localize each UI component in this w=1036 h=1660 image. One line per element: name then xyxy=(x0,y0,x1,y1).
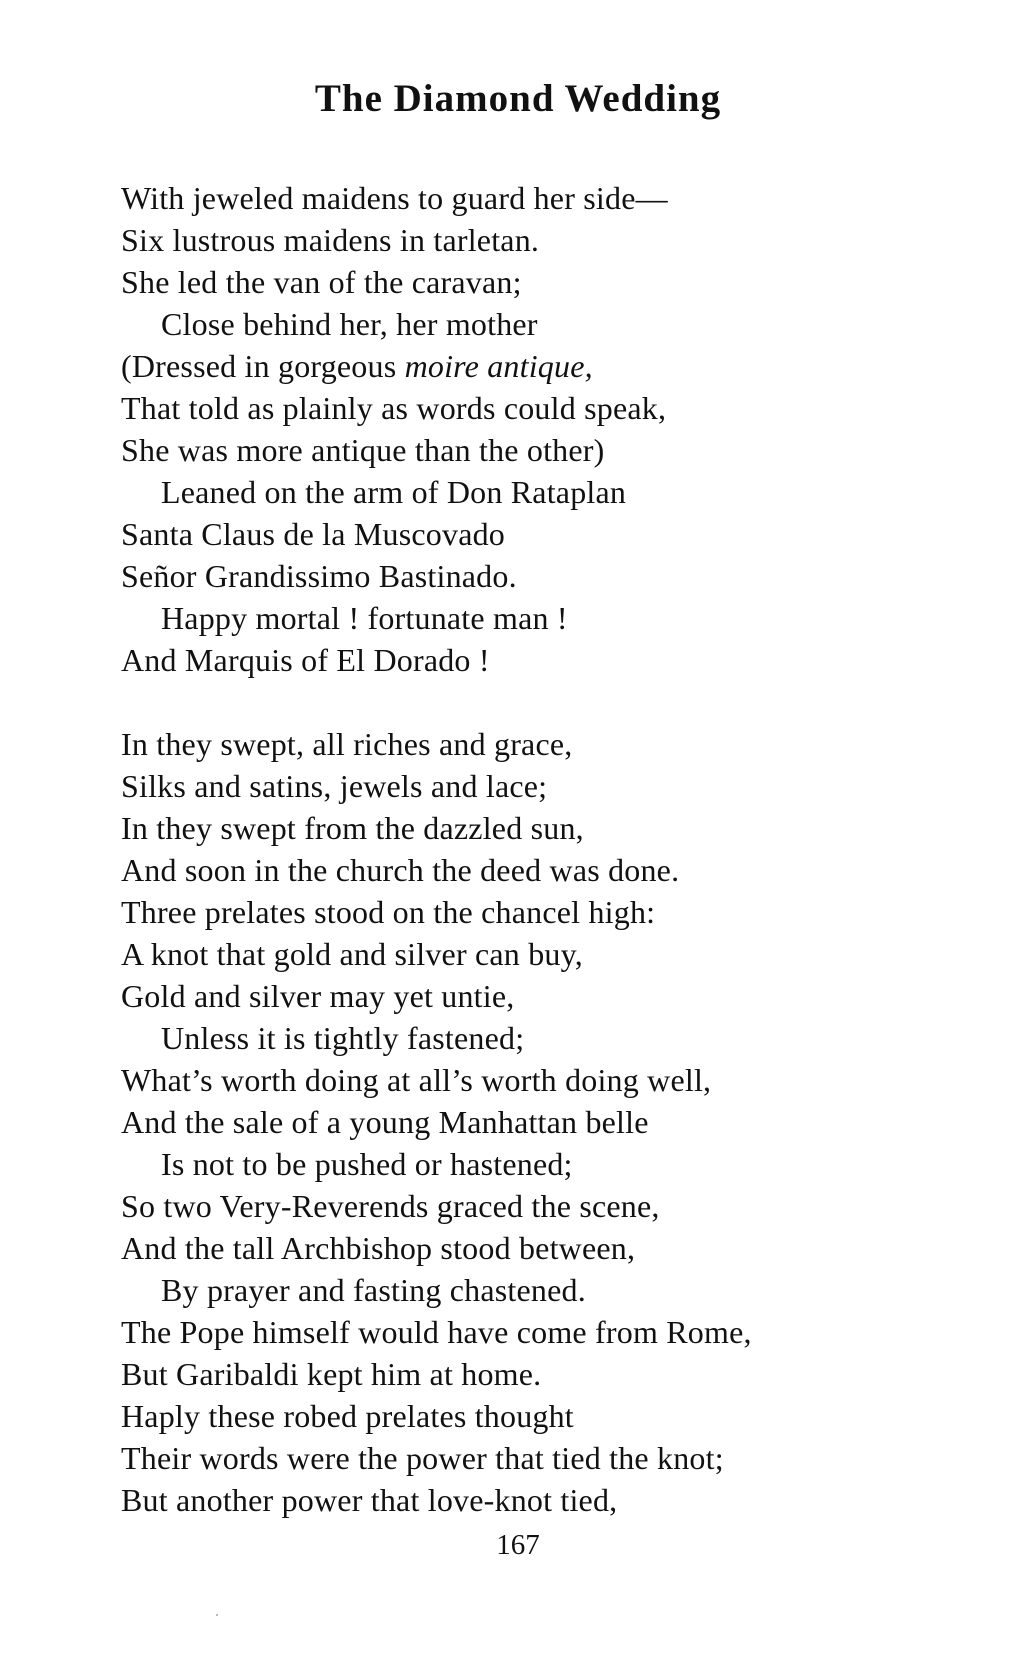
poem-line: Haply these robed prelates thought xyxy=(121,1398,574,1434)
poem-line: Gold and silver may yet untie, xyxy=(121,978,515,1014)
poem-line-indented: Is not to be pushed or hastened; xyxy=(161,1146,573,1182)
poem-line: But Garibaldi kept him at home. xyxy=(121,1356,542,1392)
poem-line-indented: Happy mortal ! fortunate man ! xyxy=(161,600,568,636)
poem-line: The Pope himself would have come from Rome, xyxy=(121,1314,752,1350)
poem-line: Six lustrous maidens in tarletan. xyxy=(121,222,540,258)
poem-line: And the sale of a young Manhattan belle xyxy=(121,1104,649,1140)
poem-line-indented: Close behind her, her mother xyxy=(161,306,538,342)
poem-line: She was more antique than the other) xyxy=(121,432,605,468)
poem-line-indented: Unless it is tightly fastened; xyxy=(161,1020,525,1056)
poem-line-roman: (Dressed in gorgeous xyxy=(121,348,405,384)
poem-line: But another power that love-knot tied, xyxy=(121,1482,618,1518)
page-title: The Diamond Wedding xyxy=(314,77,722,120)
poem-line: She led the van of the caravan; xyxy=(121,264,522,300)
stanza-2 xyxy=(121,723,1001,1521)
poem-line-indented: Leaned on the arm of Don Rataplan xyxy=(161,474,627,510)
poem-line: And soon in the church the deed was done. xyxy=(121,852,680,888)
poem-line: That told as plainly as words could speak, xyxy=(121,390,667,426)
stanza-1 xyxy=(121,177,1001,681)
paper-speck xyxy=(216,1614,218,1616)
poem-line: Their words were the power that tied the knot; xyxy=(121,1440,724,1476)
poem-line: With jeweled maidens to guard her side— xyxy=(121,180,668,216)
poem-line: And Marquis of El Dorado ! xyxy=(121,642,490,678)
poem-line-italic: moire antique, xyxy=(404,348,593,384)
poem-line: And the tall Archbishop stood between, xyxy=(121,1230,636,1266)
poem-line: Silks and satins, jewels and lace; xyxy=(121,768,548,804)
page-number: 167 xyxy=(496,1529,540,1561)
poem-line xyxy=(121,345,1001,387)
poem-line: So two Very-Reverends graced the scene, xyxy=(121,1188,660,1224)
poem-line: A knot that gold and silver can buy, xyxy=(121,936,583,972)
poem-line: Three prelates stood on the chancel high: xyxy=(121,894,656,930)
poem-line-indented: By prayer and fasting chastened. xyxy=(161,1272,586,1308)
poem-body xyxy=(121,177,1001,1521)
poem-line: In they swept from the dazzled sun, xyxy=(121,810,584,846)
poem-line: What’s worth doing at all’s worth doing well, xyxy=(121,1062,712,1098)
poem-line: Santa Claus de la Muscovado xyxy=(121,516,505,552)
poem-line: Señor Grandissimo Bastinado. xyxy=(121,558,517,594)
poem-line: In they swept, all riches and grace, xyxy=(121,726,573,762)
